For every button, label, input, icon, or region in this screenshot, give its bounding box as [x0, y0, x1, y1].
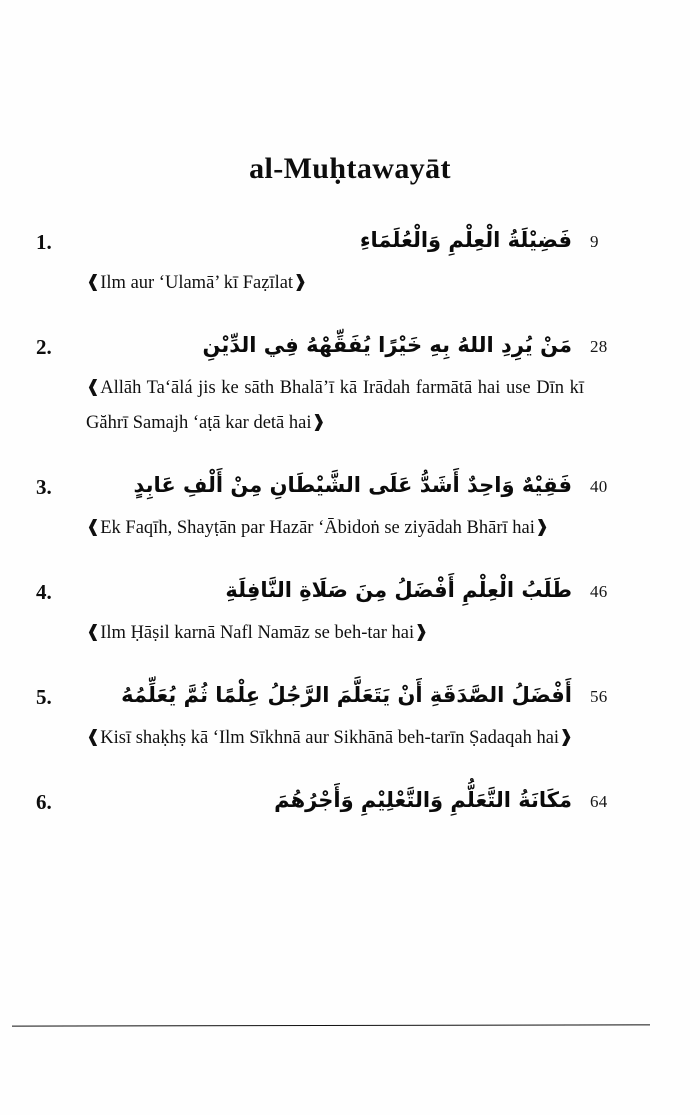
toc-entry	[0, 778, 700, 826]
entry-translation	[0, 721, 700, 756]
entry-translation-text: Ilm Ḥāṣil karnā Nafl Namāz se beh-tar hai	[100, 623, 415, 643]
bracket-close-icon: ❱	[534, 517, 550, 537]
entry-arabic-title: طَلَبُ الْعِلْمِ أَفْضَلُ مِنَ صَلَاةِ النَّافِلَةِ	[225, 578, 572, 602]
bracket-close-icon: ❱	[311, 412, 326, 432]
entry-page-number: 46	[590, 582, 608, 601]
entry-translation-text: Ilm aur ‘Ulamā’ kī Faẓīlat	[100, 273, 294, 293]
entry-arabic-title: مَنْ يُرِدِ اللهُ بِهِ خَيْرًا يُفَقِّهْهُ فِي الدِّيْنِ	[202, 333, 572, 357]
entry-number: 3.	[36, 475, 52, 499]
entry-spacer	[0, 441, 700, 463]
entry-spacer	[0, 301, 700, 323]
bracket-open-icon: ❰	[86, 517, 101, 537]
entry-spacer	[0, 756, 700, 778]
bracket-close-icon: ❱	[293, 272, 308, 292]
bracket-close-icon: ❱	[559, 727, 574, 747]
bracket-open-icon: ❰	[86, 272, 101, 292]
toc-entry	[0, 568, 700, 673]
bracket-open-icon: ❰	[86, 622, 101, 642]
toc-entry	[0, 323, 700, 463]
toc-entry-heading	[0, 463, 700, 511]
entry-number: 2.	[36, 335, 52, 359]
entry-spacer	[0, 651, 700, 673]
entry-translation	[0, 511, 700, 546]
toc-entry-heading	[0, 568, 700, 616]
toc-entry	[0, 463, 700, 568]
entry-page-number: 40	[590, 477, 608, 496]
entry-page-number: 56	[590, 687, 608, 706]
toc-entry-heading	[0, 323, 700, 371]
entry-translation	[0, 616, 700, 651]
toc-entry-heading	[0, 778, 700, 826]
entry-arabic-title: أَفْضَلُ الصَّدَقَةِ أَنْ يَتَعَلَّمَ الرَّجُلُ عِلْمًا ثُمَّ يُعَلِّمُهُ	[121, 683, 572, 707]
bracket-open-icon: ❰	[86, 377, 101, 397]
entry-translation-text: Allāh Ta‘ālá jis ke sāth Bhalā’ī kā Irādah farmātā hai use Dīn kī Găhrī Samajh ‘aṭā kar detā hai	[86, 378, 584, 433]
entry-arabic-title: مَكَانَةُ التَّعَلُّمِ وَالتَّعْلِيْمِ وَأَجْرُهُمَ	[274, 788, 572, 812]
entry-number: 5.	[36, 685, 52, 709]
bracket-close-icon: ❱	[414, 622, 429, 642]
entry-number: 4.	[36, 580, 52, 604]
entry-translation	[0, 266, 700, 301]
footer-divider	[12, 1024, 650, 1026]
entry-number: 1.	[36, 230, 52, 254]
entry-page-number: 28	[590, 337, 608, 356]
entry-arabic-title: فَقِيْهٌ وَاحِدٌ أَشَدُّ عَلَى الشَّيْطَانِ مِنْ أَلْفِ عَابِدٍ	[133, 473, 572, 497]
toc-entry	[0, 673, 700, 778]
entry-page-number: 9	[590, 232, 599, 251]
entry-spacer	[0, 546, 700, 568]
page-title: al-Muḥtawayāt	[249, 152, 451, 185]
bracket-open-icon: ❰	[86, 727, 101, 747]
entry-translation-text: Kisī shaḳhṣ kā ‘Ilm Sīkhnā aur Sikhānā beh-tarīn Ṣadaqah hai	[100, 728, 560, 748]
entry-arabic-title: فَضِيْلَةُ الْعِلْمِ وَالْعُلَمَاءِ	[359, 228, 572, 252]
entry-number: 6.	[36, 790, 52, 814]
toc-entry	[0, 218, 700, 323]
toc-entry-heading	[0, 218, 700, 266]
toc-entry-heading	[0, 673, 700, 721]
table-of-contents	[0, 218, 700, 826]
entry-translation-text: Ek Faqīh, Shayṭān par Hazār ‘Ābidoṅ se ziyādah Bhārī hai	[100, 518, 535, 538]
entry-page-number: 64	[590, 792, 608, 811]
entry-translation	[0, 371, 700, 441]
